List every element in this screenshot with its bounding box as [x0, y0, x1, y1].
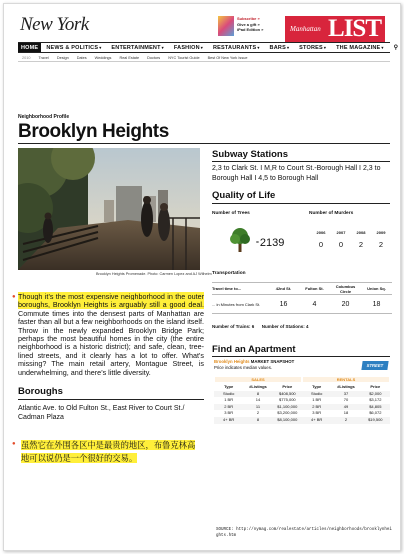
table-cell: 1 BR: [312, 397, 322, 403]
transportation-table: [212, 282, 392, 314]
apartment-table-body: [214, 391, 390, 424]
table-cell: 2: [344, 416, 348, 422]
subnav-item[interactable]: Weddings: [94, 55, 112, 60]
find-apartment-heading: Find an Apartment: [212, 344, 296, 355]
travel-minutes: 20: [341, 300, 350, 308]
murder-count: 0: [318, 240, 324, 249]
subway-heading: Subway Stations: [212, 149, 289, 160]
subnav-item[interactable]: NYC Tourist Guide: [168, 55, 200, 60]
subnav-item[interactable]: Real Estate: [119, 55, 140, 60]
table-row: [214, 417, 390, 424]
table-cell: 14: [255, 397, 261, 403]
nav-label: BARS: [269, 44, 286, 51]
title-divider: [18, 143, 390, 144]
ad-list-word: LIST: [328, 15, 381, 42]
chinese-annotation-line2: 地可以说仍是一个很好的交易。: [21, 453, 138, 463]
new-york-logo[interactable]: New York: [20, 14, 89, 35]
table-cell: $1,100,000: [277, 403, 298, 409]
sub-nav: [18, 54, 390, 62]
tree-count: [256, 237, 284, 249]
minutes-row-label: ... in Minutes from Clark St.: [212, 301, 261, 307]
snapshot-neighborhood: Brooklyn Heights: [214, 359, 250, 364]
table-row: [214, 410, 390, 417]
magazine-cover-thumbnail: [218, 16, 234, 36]
search-icon[interactable]: ⚲: [393, 45, 399, 51]
table-cell: 8: [256, 390, 260, 396]
table-cell: 70: [343, 397, 349, 403]
chevron-down-icon: ▾: [99, 44, 102, 50]
quality-divider: [212, 203, 390, 204]
chevron-down-icon: ▾: [323, 44, 327, 50]
nav-label: FASHION: [173, 44, 200, 51]
boroughs-divider: [18, 399, 204, 400]
chevron-down-icon: ▾: [381, 44, 384, 50]
apartment-table: [214, 377, 390, 424]
snapshot-label: MARKET SNAPSHOT: [249, 359, 295, 364]
destination-header: Fulton St.: [305, 286, 324, 291]
photo-caption: Brooklyn Heights Promenade. Photo: Carmen Lopez and AJ Wilhelm: [96, 272, 212, 276]
source-url: SOURCE: http://nymag.com/realestate/articles/neighborhoods/brooklynheights.htm: [216, 528, 392, 538]
murders-label: Number of Murders: [309, 211, 354, 216]
column-header: #Listings: [337, 384, 355, 389]
manhattan-list-ad[interactable]: [285, 16, 385, 42]
nav-label: NEWS & POLITICS: [46, 44, 99, 51]
travel-minutes: 18: [372, 300, 381, 308]
table-cell: $19,500: [368, 416, 383, 422]
column-header: Price: [370, 384, 381, 389]
table-cell: $3,200,000: [277, 410, 298, 416]
apartment-divider: [212, 356, 390, 357]
murder-count: 0: [338, 240, 344, 249]
destination-header: 42nd St.: [275, 286, 292, 291]
table-cell: 2 BR: [224, 403, 234, 409]
nav-fashion[interactable]: [169, 45, 208, 51]
table-cell: 8: [256, 416, 260, 422]
annotation-marker: ●: [12, 294, 16, 300]
subnav-item[interactable]: Dates: [76, 55, 87, 60]
table-cell: 37: [343, 390, 349, 396]
chinese-annotation-line1: 虽然它在外围各区中是最贵的地区，布鲁克林高: [21, 440, 196, 450]
market-snapshot: [214, 359, 294, 370]
table-cell: 4+ BR: [311, 416, 323, 422]
table-cell: $4,805: [369, 403, 382, 409]
table-cell: 49: [343, 403, 349, 409]
table-cell: $775,000: [278, 397, 296, 403]
table-row: [214, 391, 390, 398]
give-gift-link[interactable]: Give a gift »: [237, 21, 260, 27]
nav-label: STORES: [299, 44, 323, 51]
table-cell: $6,072: [369, 410, 382, 416]
table-cell: 1 BR: [224, 397, 234, 403]
nav-entertainment[interactable]: [106, 45, 168, 51]
subscribe-link[interactable]: Subscribe »: [237, 16, 260, 21]
column-header: Price: [282, 384, 293, 389]
subnav-item[interactable]: Design: [56, 55, 69, 60]
table-cell: 2 BR: [312, 403, 322, 409]
intro-highlight: Though it’s the most expensive neighborhood in the outer boroughs, Brooklyn Heights is arguably still a good deal.: [18, 292, 204, 310]
chevron-down-icon: ▾: [200, 44, 203, 50]
column-header: Type: [224, 384, 234, 389]
table-cell: 2: [256, 410, 260, 416]
column-header: Type: [312, 384, 322, 389]
chevron-down-icon: ▾: [257, 44, 260, 50]
promenade-photo-illustration: [18, 148, 200, 270]
subnav-item[interactable]: 2010: [22, 55, 31, 60]
subnav-item[interactable]: Best Of New York Issue: [207, 55, 248, 60]
table-cell: Studio: [222, 390, 235, 396]
travel-minutes: 4: [312, 300, 317, 308]
column-header: #Listings: [249, 384, 267, 389]
snapshot-note: Price indicates median values.: [214, 364, 273, 370]
intro-paragraph: [18, 293, 204, 377]
table-cell: $3,172: [369, 397, 382, 403]
tree-icon: [228, 226, 252, 257]
subscribe-promo[interactable]: [218, 16, 278, 40]
chevron-down-icon: ▾: [286, 44, 290, 50]
quality-of-life-heading: Quality of Life: [212, 190, 276, 201]
murder-year: 2009: [376, 230, 386, 235]
ad-brand: Manhattan: [290, 25, 321, 33]
nav-the-magazine[interactable]: [331, 45, 388, 51]
subway-stations-text: 2,3 to Clark St. I M,R to Court St.-Borough Hall I 2,3 to Borough Hall I 4,5 to Borough Hall: [212, 165, 381, 182]
table-cell: 11: [255, 403, 261, 409]
subnav-item[interactable]: Travel: [38, 55, 49, 60]
nav-label: ENTERTAINMENT: [111, 44, 161, 51]
transportation-label: Transportation: [212, 271, 246, 276]
boroughs-heading: Boroughs: [18, 386, 63, 397]
murder-count: 2: [358, 240, 364, 249]
ipad-edition-link[interactable]: iPad Edition »: [237, 27, 264, 32]
boroughs-text: Atlantic Ave. to Old Fulton St., East River to Court St./ Cadman Plaza: [18, 405, 185, 421]
nav-label: THE MAGAZINE: [336, 44, 381, 51]
table-cell: 3 BR: [312, 410, 322, 416]
destination-header: Union Sq.: [367, 286, 386, 291]
nav-stores[interactable]: [294, 45, 331, 51]
travel-minutes: 16: [279, 300, 288, 308]
nav-home[interactable]: HOME: [18, 43, 41, 52]
intro-body: Commute times into the densest parts of Manhattan are faster than all but a few neighborhoods on the island itself. Throw in the newly expanded Brooklyn Bridge Park; perhaps the most beautiful homes in the city (the entire neighborhood is a historic district); and safe, clean, tree-lined streets, and it clearly has a lot to offer. What’s missing? The main retail artery, Montague Street, is underwhelming, and there’s little diversity.: [18, 308, 204, 377]
promo-links: [237, 16, 263, 40]
apartment-table-header: [214, 384, 390, 391]
subnav-item[interactable]: Doctors: [147, 55, 161, 60]
tree-count-value: 2139: [259, 237, 285, 249]
murder-year: 2006: [316, 230, 326, 235]
section-kicker: Neighborhood Profile: [18, 114, 70, 120]
annotation-marker: ●: [12, 441, 16, 447]
nav-bars[interactable]: [265, 45, 295, 51]
murder-year: 2007: [336, 230, 346, 235]
equals-sign: =: [256, 240, 259, 247]
table-cell: Studio: [310, 390, 323, 396]
subway-divider: [212, 161, 390, 162]
trains-stations-count: Number of Trains: 6 Number of Stations: 4: [212, 324, 309, 329]
chinese-annotation: [21, 439, 195, 465]
table-row: [214, 397, 390, 404]
nav-label: RESTAURANTS: [212, 44, 257, 51]
table-cell: $8,100,000: [277, 416, 298, 422]
nav-restaurants[interactable]: [208, 45, 265, 51]
table-cell: $2,000: [369, 390, 382, 396]
sales-group-header: SALES: [215, 377, 301, 382]
chevron-down-icon: ▾: [161, 44, 164, 50]
main-nav: [18, 42, 399, 53]
murder-year: 2008: [356, 230, 366, 235]
nav-news-politics[interactable]: [41, 45, 106, 51]
table-cell: $408,500: [278, 390, 296, 396]
streeteasy-logo[interactable]: STREET EASY: [361, 361, 388, 370]
travel-time-label: Travel time to...: [212, 286, 242, 291]
rentals-group-header: RENTALS: [303, 377, 389, 382]
murders-table: [311, 230, 391, 249]
table-cell: 4+ BR: [223, 416, 235, 422]
destination-header: Columbus Circle: [335, 283, 356, 294]
murder-count: 2: [378, 240, 384, 249]
page-sheet: [3, 3, 401, 551]
trees-label: Number of Trees: [212, 211, 250, 216]
table-cell: 3 BR: [224, 410, 234, 416]
page-title: Brooklyn Heights: [18, 121, 169, 142]
promenade-photo: [18, 148, 200, 270]
table-cell: 18: [343, 410, 349, 416]
table-row: [214, 404, 390, 411]
